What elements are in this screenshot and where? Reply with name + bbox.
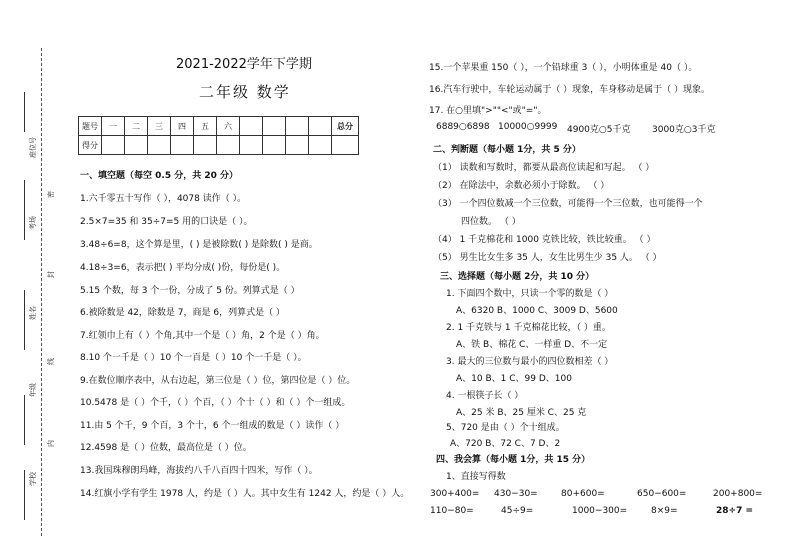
section-fill-blank-heading: 一、填空题（每空 0.5 分，共 20 分）	[80, 171, 239, 181]
binding-label-school: 学校	[29, 472, 37, 486]
score-input-cell[interactable]	[148, 136, 171, 155]
compare-item: 4900克○5千克	[567, 125, 631, 135]
judge-item: （5） 男生比女生多 35 人，女生比男生少 35 人。 （ ）	[433, 253, 662, 263]
question-item: 4.18÷3=6，表示把( ) 平均分成( )份，每份是( )。	[80, 263, 286, 273]
calc-item: 8×9=	[651, 506, 678, 516]
compare-item: 3000克○3千克	[652, 125, 716, 135]
question-item: 5.15 个数，每 3 个一份，分成了 5 份。列算式是（ ）	[80, 286, 300, 296]
score-cell	[286, 117, 309, 136]
question-item: 3.48÷6=8，这个算是里，( ) 是被除数( ) 是除数( ) 是商。	[80, 240, 318, 250]
score-cell	[240, 117, 263, 136]
question-item: 8.10 个一千是（ ）10 个一百是（ ）10 个一千是（ ）。	[80, 353, 307, 363]
score-cell: 题号	[79, 117, 102, 136]
calc-item: 300+400=	[430, 489, 480, 499]
calc-item: 650−600=	[637, 489, 687, 499]
compare-item: 10000○9999	[498, 122, 558, 132]
choice-options: A、10 B、1 C、99 D、100	[456, 374, 572, 384]
question-item: 14.红旗小学有学生 1978 人，约是（ ）人。其中女生有 1242 人，约是（ ）人。	[80, 489, 410, 499]
calc-item: 1000−300=	[572, 506, 628, 516]
score-cell: 一	[102, 117, 125, 136]
score-input-cell[interactable]	[263, 136, 286, 155]
binding-mark: 封	[47, 271, 55, 278]
question-item: 7.红领巾上有（ ）个角,其中一个是（ ）角，2 个是（ ）角。	[80, 331, 325, 341]
score-cell-total: 总分	[332, 117, 359, 136]
binding-fill-line	[24, 180, 25, 240]
question-item: 9.在数位顺序表中，从右边起，第三位是（ ）位，第四位是（ ）位。	[80, 376, 356, 386]
score-input-cell[interactable]	[217, 136, 240, 155]
score-cell: 二	[125, 117, 148, 136]
question-item: 1.六千零五十写作（ ），4078 读作（ ）。	[80, 194, 247, 204]
score-table	[78, 116, 359, 155]
choice-question: 3. 最大的三位数与最小的四位数相差（ ）	[446, 357, 614, 367]
judge-item: （3） 一个四位数减一个三位数，可能得一个三位数，也可能得一个	[433, 199, 703, 209]
binding-fill-line	[24, 92, 25, 132]
score-cell: 三	[148, 117, 171, 136]
calc-item: 430−30=	[494, 489, 538, 499]
score-input-cell[interactable]	[286, 136, 309, 155]
score-input-cell[interactable]	[125, 136, 148, 155]
exam-subtitle: 二年级 数学	[199, 83, 291, 101]
score-input-cell[interactable]	[332, 136, 359, 155]
choice-question: 2. 1 千克铁与 1 千克棉花比较，（ ）重。	[446, 323, 611, 333]
binding-fill-line	[24, 470, 25, 520]
calc-subheading: 1、直接写得数	[446, 472, 506, 482]
choice-options: A、25 米 B、25 厘米 C、25 克	[456, 408, 587, 418]
score-input-cell[interactable]	[102, 136, 125, 155]
binding-fill-line	[24, 290, 25, 350]
question-item: 16.汽车行驶中，车轮运动属于（ ）现象，车身移动是属于（ ）现象。	[429, 85, 711, 95]
calc-item: 110−80=	[430, 506, 474, 516]
question-item: 15.一个苹果重 150（ ），一个铅球重 3（ ），小明体重是 40（ ）。	[429, 63, 698, 73]
score-input-cell[interactable]	[171, 136, 194, 155]
question-item: 10.5478 是（ ）个千，（ ）个百，（ ）个十（ ）和（ ）个一组成。	[80, 398, 351, 408]
choice-question: 4. 一根筷子长（ ）	[446, 391, 524, 401]
binding-label-grade: 年级	[29, 383, 37, 397]
score-cell-label: 得分	[79, 136, 102, 155]
judge-item: （2） 在除法中，余数必须小于除数。 （ ）	[433, 181, 610, 191]
binding-mark: 线	[47, 358, 55, 365]
exam-title: 2021-2022学年下学期	[176, 57, 312, 72]
calc-item: 200+800=	[713, 489, 763, 499]
score-input-cell[interactable]	[194, 136, 217, 155]
question-item: 11.由 5 个千，9 个百，3 个十，6 个一组成的数是（ ）读作（ ）	[80, 421, 345, 431]
judge-item: （1） 读数和写数时，都要从最高位读起和写起。 （ ）	[433, 163, 655, 173]
judge-item-continued: 四位数。 （ ）	[461, 217, 521, 227]
binding-fill-line	[24, 395, 25, 445]
section-choice-heading: 三、选择题（每小题 2分，共 10 分）	[440, 272, 595, 282]
calc-item: 45÷9=	[501, 506, 534, 516]
binding-mark: 密	[47, 191, 55, 198]
choice-question: 5、720 是由（ ）个十组成。	[446, 423, 565, 433]
calc-item: 28÷7 =	[716, 506, 754, 516]
choice-question: 1. 下面四个数中，只读一个零的数是（ ）	[446, 289, 614, 299]
score-input-cell[interactable]	[309, 136, 332, 155]
binding-mark: 内	[47, 440, 55, 447]
choice-options: A、6320 B、1000 C、3009 D、5600	[456, 306, 618, 316]
compare-item: 6889○6898	[436, 122, 490, 132]
score-cell: 四	[171, 117, 194, 136]
question-item: 6.被除数是 42，除数是 7，商是 6，列算式是（ ）	[80, 308, 285, 318]
question-item: 12.4598 是（ ）位数，最高位是（ ）位。	[80, 443, 252, 453]
question-item: 13.我国珠穆朗玛峰，海拔约八千八百四十四米，写作（ ）。	[80, 466, 318, 476]
section-judge-heading: 二、判断题（每小题 1分，共 5 分）	[433, 145, 581, 155]
score-table-header-row	[79, 117, 359, 136]
calc-item: 80+600=	[561, 489, 605, 499]
score-cell: 六	[217, 117, 240, 136]
binding-label-seat: 座位号	[29, 137, 37, 158]
choice-options: A、720 B、72 C、7 D、2	[450, 439, 561, 449]
score-cell: 五	[194, 117, 217, 136]
binding-label-room: 考场	[29, 216, 37, 230]
choice-options: A、铁 B、棉花 C、一样重 D、不一定	[456, 340, 608, 350]
score-table-score-row	[79, 136, 359, 155]
binding-label-name: 姓名	[29, 306, 37, 320]
score-input-cell[interactable]	[240, 136, 263, 155]
score-cell	[263, 117, 286, 136]
judge-item: （4） 1 千克棉花和 1000 克铁比较，铁比较重。 （ ）	[433, 235, 656, 245]
binding-dashed-line	[41, 48, 42, 536]
question-item: 2.5×7=35 和 35÷7=5 用的口诀是（ ）。	[80, 217, 253, 227]
section-calc-heading: 四、我会算（每小题 1分，共 15 分）	[436, 455, 591, 465]
score-cell	[309, 117, 332, 136]
question-item: 17. 在○里填">""<"或"="。	[429, 106, 547, 116]
